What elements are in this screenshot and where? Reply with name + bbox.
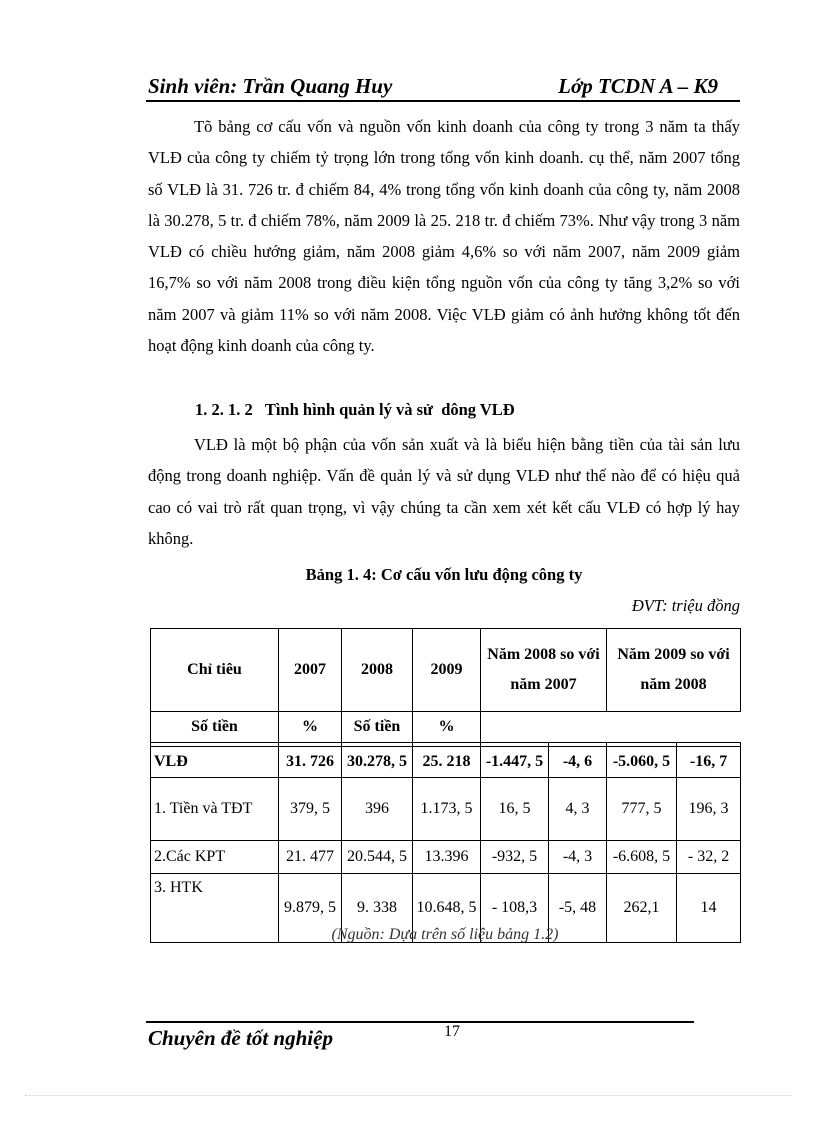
paragraph-capital-structure: Tõ bảng cơ cấu vốn và nguồn vốn kinh doanh của công ty trong 3 năm ta thấy VLĐ của công ty chiếm tỷ trọng lớn trong tổng vốn kinh doanh. cụ thể, năm 2007 tổng số VLĐ là 31. 726 tr. đ chiếm 84, 4% trong tổng vốn kinh doanh của công ty, năm 2008 là 30.278, 5 tr. đ chiếm 78%, năm 2009 là 25. 218 tr. đ chiếm 73%. Như vậy trong 3 năm VLĐ có chiều hướng giảm, năm 2008 giảm 4,6% so với năm 2007, năm 2009 giảm 16,7% so với năm 2008 trong điều kiện tổng nguồn vốn của công ty tăng 3,2% so với năm 2007 và giảm 11% so với năm 2008. Việc VLĐ giảm có ảnh hưởng không tốt đến hoạt động kinh doanh của công ty. xyxy=(148,117,740,356)
cell-diff-1: -1.447, 5 xyxy=(481,747,549,778)
cell-2009: 13.396 xyxy=(413,841,481,874)
header-rule xyxy=(146,100,740,102)
table-row xyxy=(151,778,741,841)
header-2007: 2007 xyxy=(279,629,342,712)
header-so-tien-1: Số tiền xyxy=(151,712,279,743)
working-capital-table xyxy=(150,628,741,943)
cell-diff-1: - 108,3 xyxy=(481,874,549,943)
row-label: 3. HTK xyxy=(151,874,279,943)
cell-pct-2: 14 xyxy=(677,874,741,943)
footer-rule xyxy=(146,1021,694,1023)
header-2009-vs-2008: Năm 2009 so với năm 2008 xyxy=(607,629,741,712)
cell-diff-2: -6.608, 5 xyxy=(607,841,677,874)
header-pct-1: % xyxy=(279,712,342,743)
cell-diff-2: 262,1 xyxy=(607,874,677,943)
page-number: 17 xyxy=(444,1023,460,1040)
header-class-name: Lớp TCDN A – K9 xyxy=(558,74,718,98)
cell-2009: 1.173, 5 xyxy=(413,778,481,841)
header-pct-2: % xyxy=(413,712,481,743)
header-2008-vs-2007: Năm 2008 so với năm 2007 xyxy=(481,629,607,712)
cell-2007: 9.879, 5 xyxy=(279,874,342,943)
cell-pct-2: - 32, 2 xyxy=(677,841,741,874)
row-label: 1. Tiền và TĐT xyxy=(151,778,279,841)
cell-2008: 396 xyxy=(342,778,413,841)
cell-2008: 30.278, 5 xyxy=(342,747,413,778)
cell-2009: 10.648, 5 xyxy=(413,874,481,943)
page-bottom-border xyxy=(25,1095,791,1096)
table-row xyxy=(151,747,741,778)
header-2009: 2009 xyxy=(413,629,481,712)
cell-2007: 31. 726 xyxy=(279,747,342,778)
header-chi-tieu: Chỉ tiêu xyxy=(151,629,279,712)
table-title: Bảng 1. 4: Cơ cấu vốn lưu động công ty xyxy=(305,565,583,584)
cell-diff-1: -932, 5 xyxy=(481,841,549,874)
page-header xyxy=(148,74,740,100)
cell-diff-2: -5.060, 5 xyxy=(607,747,677,778)
row-label: 2.Các KPT xyxy=(151,841,279,874)
header-student-name: Sinh viên: Trần Quang Huy xyxy=(148,74,393,98)
cell-2008: 20.544, 5 xyxy=(342,841,413,874)
cell-pct-1: 4, 3 xyxy=(549,778,607,841)
cell-pct-2: -16, 7 xyxy=(677,747,741,778)
cell-diff-2: 777, 5 xyxy=(607,778,677,841)
cell-2007: 21. 477 xyxy=(279,841,342,874)
cell-pct-1: -4, 6 xyxy=(549,747,607,778)
cell-2009: 25. 218 xyxy=(413,747,481,778)
cell-2007: 379, 5 xyxy=(279,778,342,841)
paragraph-working-capital: VLĐ là một bộ phận của vốn sản xuất và là biểu hiện bằng tiền của tài sản lưu động trong doanh nghiệp. Vấn đề quản lý và sử dụng VLĐ như thế nào để có hiệu quả cao có vai trò rất quan trọng, vì vậy chúng ta cần xem xét kết cấu VLĐ có hợp lý hay không. xyxy=(148,435,740,548)
table-row xyxy=(151,841,741,874)
row-label: VLĐ xyxy=(151,747,279,778)
header-so-tien-2: Số tiền xyxy=(342,712,413,743)
table-unit: ĐVT: triệu đồng xyxy=(631,596,740,615)
section-heading: 1. 2. 1. 2 Tình hình quản lý và sử dông VLĐ xyxy=(195,400,515,419)
footer-title: Chuyên đề tốt nghiệp xyxy=(148,1026,333,1050)
header-2008: 2008 xyxy=(342,629,413,712)
cell-2008: 9. 338 xyxy=(342,874,413,943)
cell-diff-1: 16, 5 xyxy=(481,778,549,841)
table-source: (Nguồn: Dựa trên số liệu bảng 1.2) xyxy=(331,926,559,943)
cell-pct-1: -5, 48 xyxy=(549,874,607,943)
cell-pct-1: -4, 3 xyxy=(549,841,607,874)
cell-pct-2: 196, 3 xyxy=(677,778,741,841)
